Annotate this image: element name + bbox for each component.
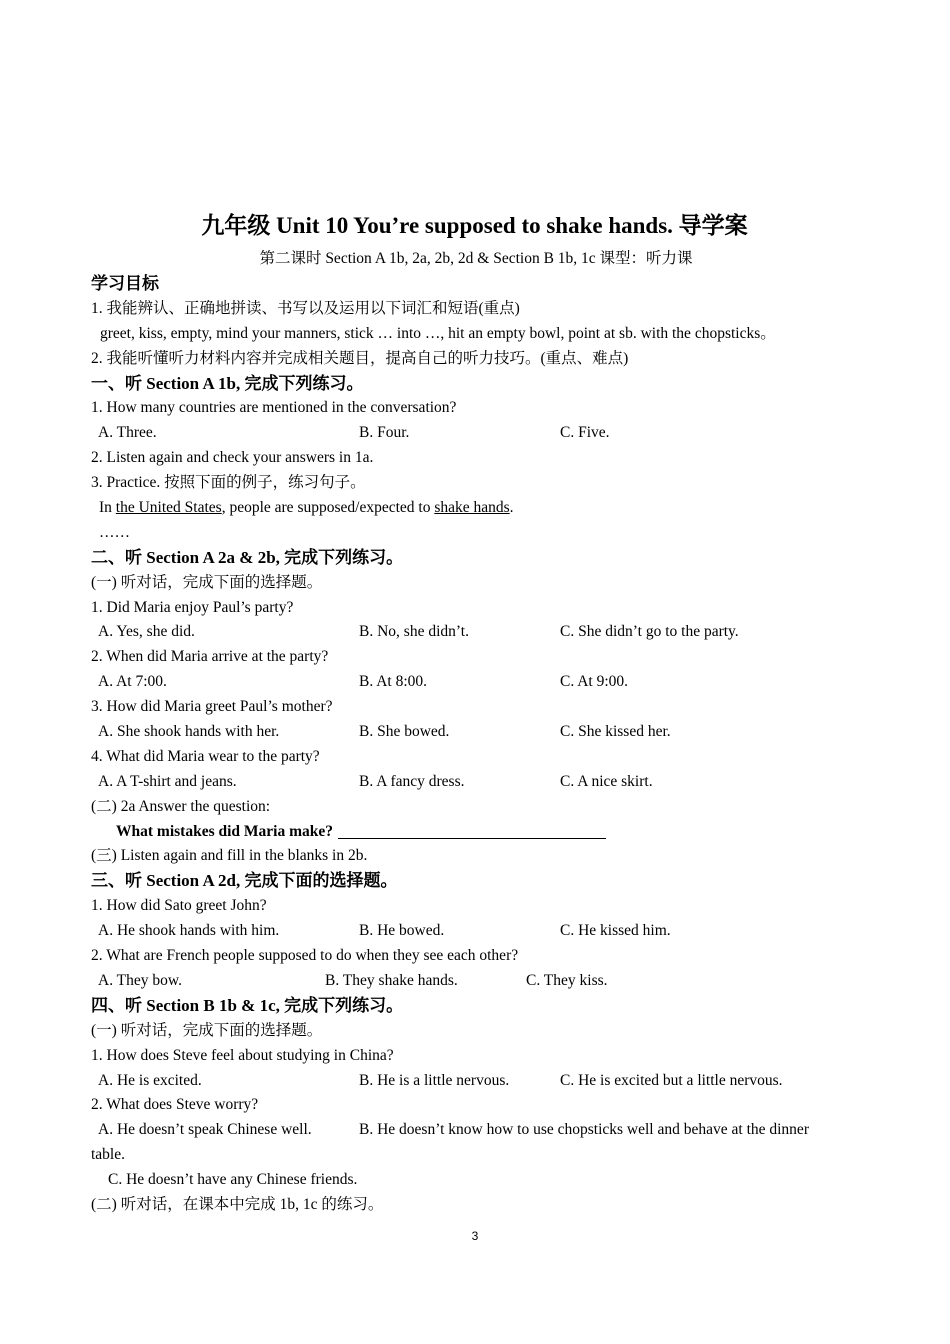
s1-question-3: 3. Practice. 按照下面的例子，练习句子。 bbox=[91, 474, 366, 492]
vocab-list: greet, kiss, empty, mind your manners, stick … into …, hit an empty bowl, point at sb. with the chopsticks。 bbox=[100, 324, 776, 342]
example-underline-action: shake hands bbox=[434, 499, 510, 517]
option-c: C. He kissed him. bbox=[560, 922, 671, 940]
s4-q2-option-b-continued: table. bbox=[91, 1146, 125, 1164]
s2-question-2: 2. When did Maria arrive at the party? bbox=[91, 648, 329, 666]
option-b: B. They shake hands. bbox=[325, 971, 458, 989]
s4-question-2: 2. What does Steve worry? bbox=[91, 1096, 259, 1114]
option-b: B. He bowed. bbox=[359, 922, 445, 940]
s1-question-1: 1. How many countries are mentioned in the conversation? bbox=[91, 399, 457, 417]
document-page bbox=[91, 208, 861, 1218]
option-a: A. Three. bbox=[98, 424, 157, 442]
option-c: C. He is excited but a little nervous. bbox=[560, 1071, 783, 1089]
option-c: C. At 9:00. bbox=[560, 673, 629, 691]
option-a: A. They bow. bbox=[98, 971, 182, 989]
open-question-text: What mistakes did Maria make? bbox=[116, 822, 333, 840]
s4-q2-options-row1 bbox=[91, 1118, 861, 1143]
s3-q1-options bbox=[91, 919, 861, 944]
s2-q3-options bbox=[91, 720, 861, 745]
option-b: B. She bowed. bbox=[359, 723, 450, 741]
document-subtitle: 第二课时 Section A 1b, 2a, 2b, 2d & Section B 1b, 1c 课型：听力课 bbox=[259, 250, 693, 267]
option-a: A. He shook hands with him. bbox=[98, 922, 280, 940]
section-2-heading: 二、听 Section A 2a & 2b, 完成下列练习。 bbox=[91, 547, 404, 567]
s2-subheading-1: (一) 听对话，完成下面的选择题。 bbox=[91, 573, 323, 591]
s4-q2-option-c: C. He doesn’t have any Chinese friends. bbox=[108, 1171, 358, 1189]
s3-question-2: 2. What are French people supposed to do when they see each other? bbox=[91, 947, 519, 965]
s2-subheading-2: (二) 2a Answer the question: bbox=[91, 797, 271, 815]
option-a: A. At 7:00. bbox=[98, 673, 167, 691]
s3-question-1: 1. How did Sato greet John? bbox=[91, 897, 267, 915]
s3-q2-options bbox=[91, 969, 861, 994]
s2-q4-options bbox=[91, 770, 861, 795]
example-underline-country: the United States bbox=[115, 499, 222, 517]
option-c: C. They kiss. bbox=[526, 971, 608, 989]
s4-subheading-1: (一) 听对话，完成下面的选择题。 bbox=[91, 1021, 323, 1039]
s2-q2-options bbox=[91, 670, 861, 695]
answer-blank[interactable] bbox=[338, 821, 606, 839]
s2-subheading-3: (三) Listen again and fill in the blanks in 2b. bbox=[91, 847, 368, 865]
s1-question-2: 2. Listen again and check your answers in 1a. bbox=[91, 449, 374, 467]
option-b: B. A fancy dress. bbox=[359, 772, 465, 790]
section-3-heading: 三、听 Section A 2d, 完成下面的选择题。 bbox=[91, 871, 398, 891]
option-b: B. Four. bbox=[359, 424, 410, 442]
option-b: B. He doesn’t know how to use chopsticks well and behave at the dinner bbox=[359, 1121, 809, 1139]
s2-question-3: 3. How did Maria greet Paul’s mother? bbox=[91, 698, 333, 716]
option-a: A. He doesn’t speak Chinese well. bbox=[98, 1121, 312, 1139]
s1-q1-options bbox=[91, 421, 861, 446]
goal-item-2: 2. 我能听懂听力材料内容并完成相关题目，提高自己的听力技巧。(重点、难点) bbox=[91, 349, 629, 367]
page-number: 3 bbox=[471, 1229, 479, 1243]
example-prefix: In bbox=[99, 499, 116, 517]
s4-question-1: 1. How does Steve feel about studying in China? bbox=[91, 1046, 394, 1064]
goal-item-1: 1. 我能辨认、正确地拼读、书写以及运用以下词汇和短语(重点) bbox=[91, 299, 520, 317]
example-middle: , people are supposed/expected to bbox=[221, 499, 435, 517]
option-a: A. A T-shirt and jeans. bbox=[98, 772, 237, 790]
document-title: 九年级 Unit 10 You’re supposed to shake hands. 导学案 bbox=[201, 213, 748, 238]
option-c: C. She didn’t go to the party. bbox=[560, 623, 739, 641]
s4-q1-options bbox=[91, 1069, 861, 1094]
s4-subheading-2: (二) 听对话，在课本中完成 1b, 1c 的练习。 bbox=[91, 1195, 384, 1213]
goals-heading: 学习目标 bbox=[91, 274, 159, 293]
option-a: A. Yes, she did. bbox=[98, 623, 195, 641]
option-c: C. She kissed her. bbox=[560, 723, 671, 741]
option-c: C. A nice skirt. bbox=[560, 772, 653, 790]
option-b: B. No, she didn’t. bbox=[359, 623, 469, 641]
option-b: B. He is a little nervous. bbox=[359, 1071, 510, 1089]
s2-question-1: 1. Did Maria enjoy Paul’s party? bbox=[91, 598, 294, 616]
example-end: . bbox=[509, 499, 514, 517]
option-c: C. Five. bbox=[560, 424, 610, 442]
s2-q1-options bbox=[91, 620, 861, 645]
section-4-heading: 四、听 Section B 1b & 1c, 完成下列练习。 bbox=[91, 995, 404, 1015]
ellipsis: …… bbox=[99, 523, 130, 541]
option-a: A. He is excited. bbox=[98, 1071, 202, 1089]
section-1-heading: 一、听 Section A 1b, 完成下列练习。 bbox=[91, 373, 364, 393]
option-a: A. She shook hands with her. bbox=[98, 723, 280, 741]
s2-open-question bbox=[91, 820, 861, 845]
option-b: B. At 8:00. bbox=[359, 673, 428, 691]
example-sentence bbox=[91, 496, 861, 521]
s2-question-4: 4. What did Maria wear to the party? bbox=[91, 747, 320, 765]
